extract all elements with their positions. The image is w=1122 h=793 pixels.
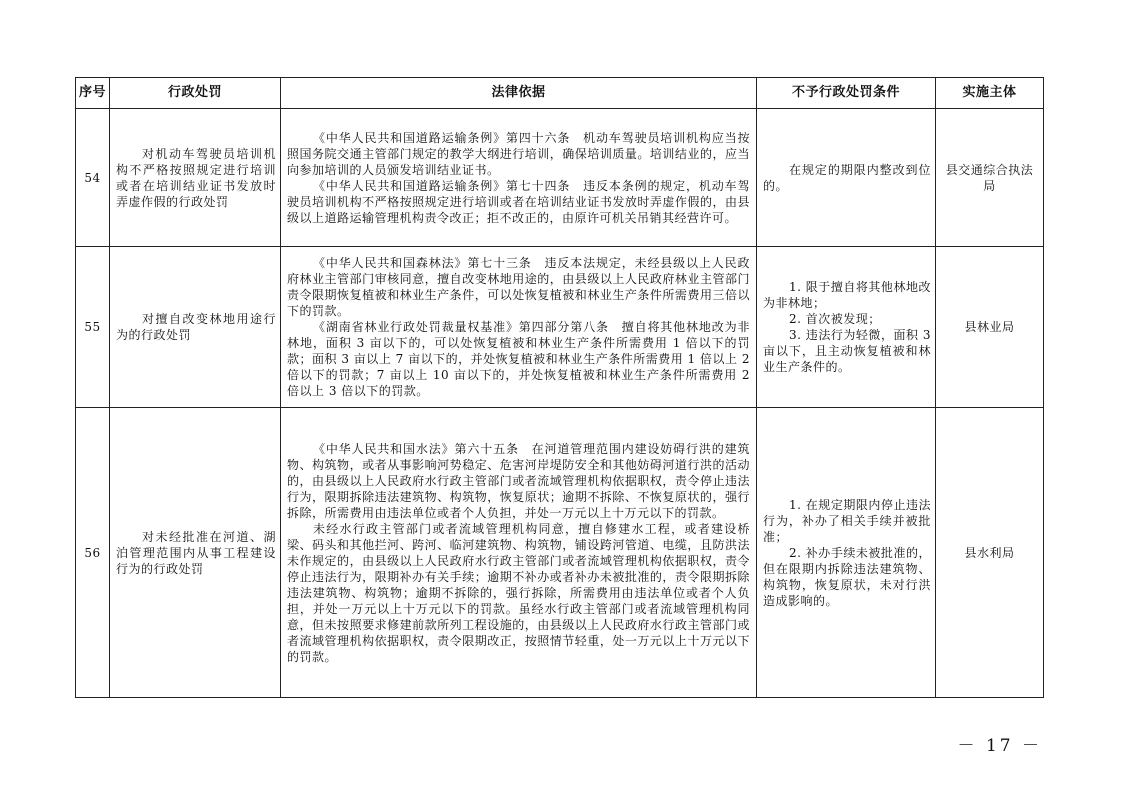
header-conditions: 不予行政处罚条件 xyxy=(757,78,936,109)
condition-item: 2. 补办手续未被批准的，但在限期内拆除违法建筑物、构筑物，恢复原状，未对行洪造成影响的。 xyxy=(763,545,931,608)
header-penalty: 行政处罚 xyxy=(110,78,281,109)
row-basis xyxy=(281,408,757,698)
penalty-text: 对机动车驾驶员培训机构不严格按照规定进行培训或者在培训结业证书发放时弄虚作假的行政处罚 xyxy=(116,146,276,209)
row-no: 55 xyxy=(76,247,110,408)
basis-paragraph: 《中华人民共和国道路运输条例》第四十六条 机动车驾驶员培训机构应当按照国务院交通主管部门规定的教学大纲进行培训，确保培训质量。培训结业的，应当向参加培训的人员颁发培训结业证书。 xyxy=(287,130,750,177)
table-row xyxy=(76,247,1044,408)
condition-item: 1. 限于擅自将其他林地改为非林地； xyxy=(763,280,931,310)
basis-paragraph: 未经水行政主管部门或者流域管理机构同意，擅自修建水工程，或者建设桥梁、码头和其他拦河、跨河、临河建筑物、构筑物，铺设跨河管道、电缆，且防洪法未作规定的，由县级以上人民政府水行政主管部门或者流域管理机构依据职权，责令停止违法行为，限期补办有关手续；逾期不补办或者补办未被批准的，责令限期拆除违法建筑物、构筑物；逾期不拆除的，强行拆除，所需费用由违法单位或者个人负担，并处一万元以上十万元以下的罚款。虽经水行政主管部门或者流域管理机构同意，但未按照要求修建前款所列工程设施的，由县级以上人民政府水行政主管部门或者流域管理机构依据职权，责令限期改正，按照情节轻重，处一万元以上十万元以下的罚款。 xyxy=(287,521,750,664)
basis-paragraph: 《湖南省林业行政处罚裁量权基准》第四部分第八条 擅自将其他林地改为非林地，面积 3 亩以下的，可以处恢复植被和林业生产条件所需费用 1 倍以下的罚款；面积 3 亩以上 7 亩以下的，并处恢复植被和林业生产条件所需费用 1 倍以上 2 倍以下的罚款；7 亩以上 10 亩以下的，并处恢复植被和林业生产条件所需费用 2 倍以上 3 倍以下的罚款。 xyxy=(287,320,750,398)
basis-paragraph: 《中华人民共和国道路运输条例》第七十四条 违反本条例的规定，机动车驾驶员培训机构不严格按照规定进行培训或者在培训结业证书发放时弄虚作假的，由县级以上道路运输管理机构责令改正；拒不改正的，由原许可机关吊销其经营许可。 xyxy=(287,178,750,225)
row-agency: 县水利局 xyxy=(936,408,1044,698)
row-penalty xyxy=(110,408,281,698)
table-header-row xyxy=(76,78,1044,109)
header-no: 序号 xyxy=(76,78,110,109)
row-conditions xyxy=(757,247,936,408)
condition-item: 1. 在规定期限内停止违法行为，补办了相关手续并被批准； xyxy=(763,497,931,544)
row-no: 54 xyxy=(76,109,110,247)
row-penalty xyxy=(110,109,281,247)
basis-paragraph: 《中华人民共和国森林法》第七十三条 违反本法规定，未经县级以上人民政府林业主管部门审核同意，擅自改变林地用途的，由县级以上人民政府林业主管部门责令限期恢复植被和林业生产条件，可以处恢复植被和林业生产条件所需费用三倍以下的罚款。 xyxy=(287,256,750,318)
penalty-text: 对未经批准在河道、湖泊管理范围内从事工程建设行为的行政处罚 xyxy=(116,529,276,576)
condition-item: 在规定的期限内整改到位的。 xyxy=(763,162,931,193)
header-basis: 法律依据 xyxy=(281,78,757,109)
basis-paragraph: 《中华人民共和国水法》第六十五条 在河道管理范围内建设妨碍行洪的建筑物、构筑物，或者从事影响河势稳定、危害河岸堤防安全和其他妨碍河道行洪的活动的，由县级以上人民政府水行政主管部门或者流域管理机构依据职权，责令停止违法行为，限期拆除违法建筑物、构筑物，恢复原状；逾期不拆除、不恢复原状的，强行拆除，所需费用由违法单位或者个人负担，并处一万元以上十万元以下的罚款。 xyxy=(287,441,750,520)
row-basis xyxy=(281,109,757,247)
penalty-table xyxy=(75,77,1044,698)
row-penalty xyxy=(110,247,281,408)
condition-item: 2. 首次被发现； xyxy=(789,312,881,326)
condition-item: 3. 违法行为轻微，面积 3 亩以下，且主动恢复植被和林业生产条件的。 xyxy=(763,328,931,374)
page-number: － 17 － xyxy=(957,736,1042,756)
header-agency: 实施主体 xyxy=(936,78,1044,109)
row-agency: 县交通综合执法局 xyxy=(936,109,1044,247)
row-agency: 县林业局 xyxy=(936,247,1044,408)
table-row xyxy=(76,408,1044,698)
row-basis xyxy=(281,247,757,408)
row-no: 56 xyxy=(76,408,110,698)
penalty-text: 对擅自改变林地用途行为的行政处罚 xyxy=(116,312,276,342)
row-conditions xyxy=(757,408,936,698)
row-conditions xyxy=(757,109,936,247)
table-row xyxy=(76,109,1044,247)
